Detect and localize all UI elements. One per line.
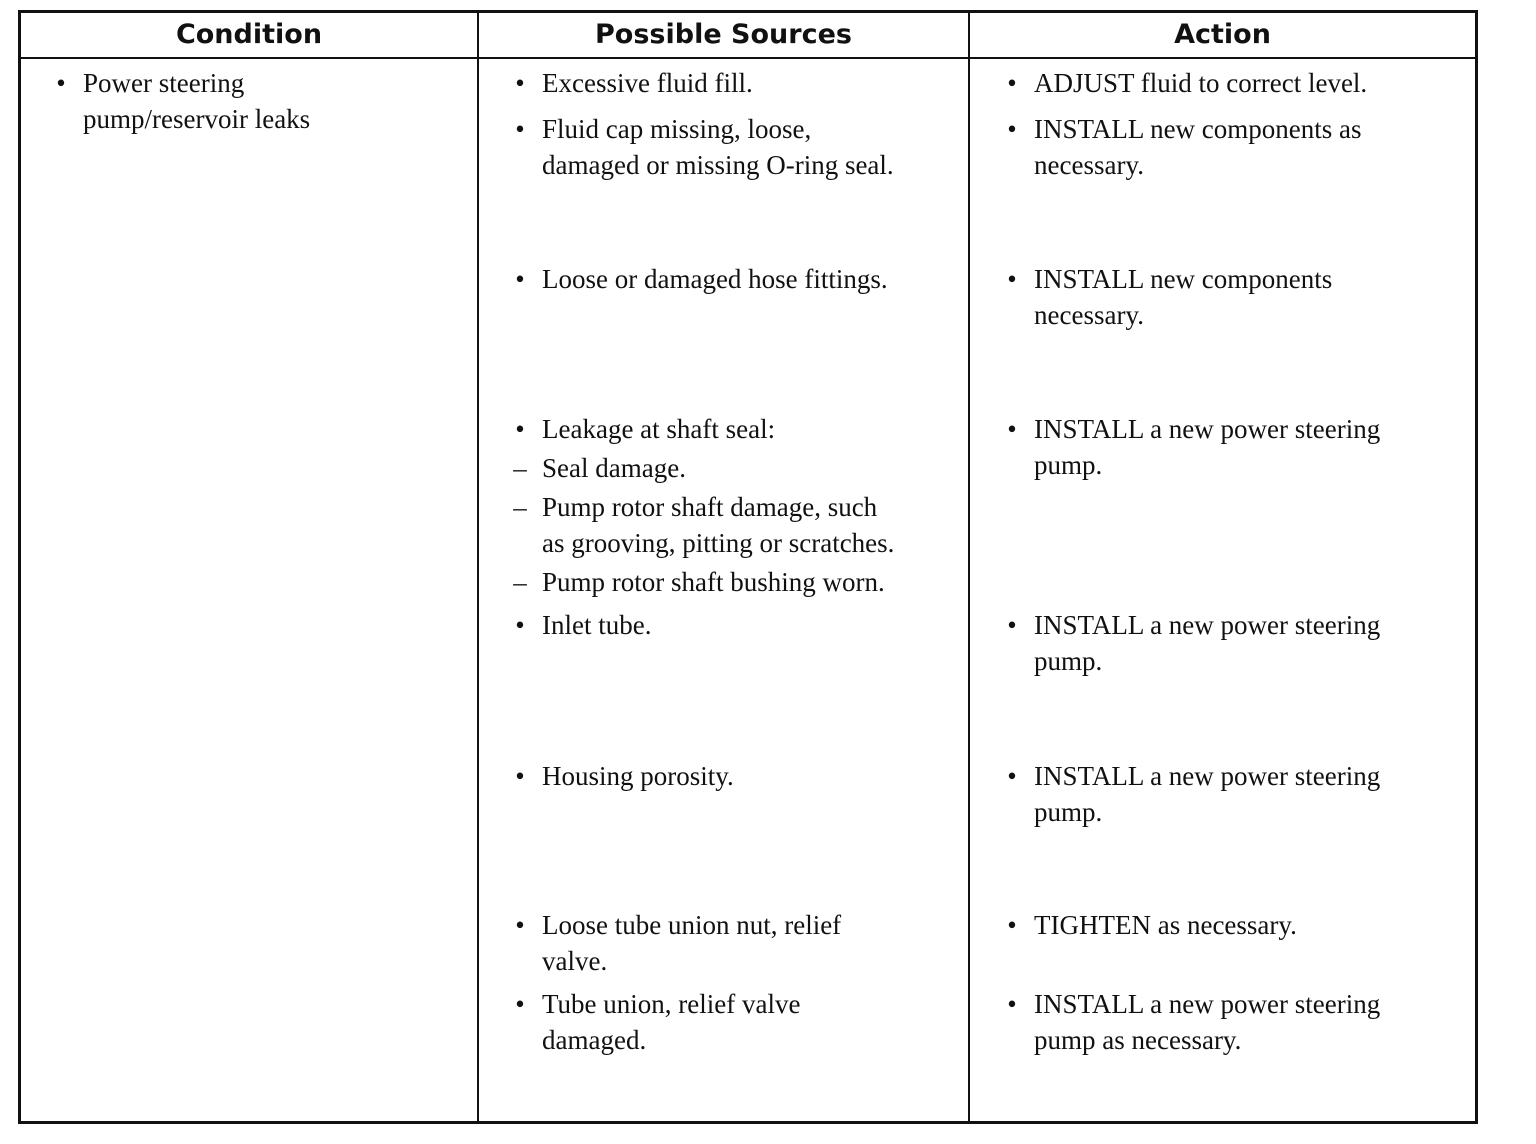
action-text-line: INSTALL new components as bbox=[1034, 114, 1362, 144]
source-subitem bbox=[513, 564, 885, 600]
bullet-marker: • bbox=[1007, 414, 1017, 444]
bullet-marker: • bbox=[515, 414, 525, 444]
action-item bbox=[1007, 65, 1368, 101]
bullet-marker: • bbox=[515, 114, 525, 144]
source-item bbox=[515, 986, 801, 1058]
action-item bbox=[1007, 907, 1297, 943]
action-item bbox=[1007, 411, 1381, 483]
header-condition: Condition bbox=[175, 19, 323, 50]
action-text-line: TIGHTEN as necessary. bbox=[1034, 910, 1297, 940]
source-text-line: Leakage at shaft seal: bbox=[542, 414, 776, 444]
source-subitem bbox=[513, 450, 686, 486]
action-text-line: ADJUST fluid to correct level. bbox=[1034, 68, 1368, 98]
troubleshooting-table bbox=[18, 10, 1478, 1124]
action-text-line: necessary. bbox=[1034, 150, 1144, 180]
source-item bbox=[515, 607, 652, 643]
action-item bbox=[1007, 758, 1381, 830]
bullet-marker: • bbox=[1007, 114, 1017, 144]
condition-item bbox=[56, 65, 311, 137]
bullet-marker: • bbox=[515, 910, 525, 940]
source-item bbox=[515, 261, 888, 297]
bullet-marker: • bbox=[1007, 761, 1017, 791]
action-text-line: INSTALL a new power steering bbox=[1034, 414, 1381, 444]
column-divider bbox=[968, 13, 970, 1121]
bullet-marker: • bbox=[1007, 68, 1017, 98]
action-item bbox=[1007, 986, 1381, 1058]
action-text-line: INSTALL a new power steering bbox=[1034, 761, 1381, 791]
bullet-marker: • bbox=[515, 761, 525, 791]
source-item bbox=[515, 907, 842, 979]
source-text-line: Seal damage. bbox=[542, 453, 686, 483]
bullet-marker: • bbox=[515, 989, 525, 1019]
condition-text-line: Power steering bbox=[83, 68, 245, 98]
source-item bbox=[515, 65, 753, 101]
source-text-line: damaged. bbox=[542, 1025, 647, 1055]
header-action: Action bbox=[1174, 19, 1271, 50]
action-item bbox=[1007, 261, 1333, 333]
header-divider bbox=[21, 57, 1475, 59]
source-text-line: damaged or missing O-ring seal. bbox=[542, 150, 894, 180]
action-text-line: INSTALL new components bbox=[1034, 264, 1333, 294]
header-possible-sources: Possible Sources bbox=[595, 19, 852, 50]
source-text-line: Pump rotor shaft bushing worn. bbox=[542, 567, 885, 597]
source-text-line: Fluid cap missing, loose, bbox=[542, 114, 812, 144]
source-text-line: Housing porosity. bbox=[542, 761, 734, 791]
source-item bbox=[515, 111, 894, 183]
column-divider bbox=[477, 13, 479, 1121]
dash-marker: – bbox=[513, 453, 527, 483]
bullet-marker: • bbox=[56, 68, 66, 98]
action-item bbox=[1007, 607, 1381, 679]
action-text-line: INSTALL a new power steering bbox=[1034, 610, 1381, 640]
action-text-line: necessary. bbox=[1034, 300, 1144, 330]
condition-text-line: pump/reservoir leaks bbox=[83, 104, 311, 134]
dash-marker: – bbox=[513, 492, 527, 522]
source-text-line: Loose or damaged hose fittings. bbox=[542, 264, 888, 294]
source-text-line: Loose tube union nut, relief bbox=[542, 910, 842, 940]
bullet-marker: • bbox=[1007, 989, 1017, 1019]
source-text-line: as grooving, pitting or scratches. bbox=[542, 528, 895, 558]
action-text-line: pump. bbox=[1034, 450, 1103, 480]
action-text-line: pump as necessary. bbox=[1034, 1025, 1242, 1055]
bullet-marker: • bbox=[515, 68, 525, 98]
bullet-marker: • bbox=[1007, 610, 1017, 640]
bullet-marker: • bbox=[1007, 264, 1017, 294]
source-text-line: Tube union, relief valve bbox=[542, 989, 801, 1019]
source-text-line: Inlet tube. bbox=[542, 610, 652, 640]
action-text-line: pump. bbox=[1034, 797, 1103, 827]
source-text-line: valve. bbox=[542, 946, 608, 976]
bullet-marker: • bbox=[515, 610, 525, 640]
source-item bbox=[515, 758, 734, 794]
dash-marker: – bbox=[513, 567, 527, 597]
bullet-marker: • bbox=[1007, 910, 1017, 940]
bullet-marker: • bbox=[515, 264, 525, 294]
action-item bbox=[1007, 111, 1362, 183]
action-text-line: pump. bbox=[1034, 646, 1103, 676]
source-text-line: Excessive fluid fill. bbox=[542, 68, 753, 98]
source-subitem bbox=[513, 489, 895, 561]
source-text-line: Pump rotor shaft damage, such bbox=[542, 492, 878, 522]
source-item bbox=[515, 411, 776, 447]
action-text-line: INSTALL a new power steering bbox=[1034, 989, 1381, 1019]
